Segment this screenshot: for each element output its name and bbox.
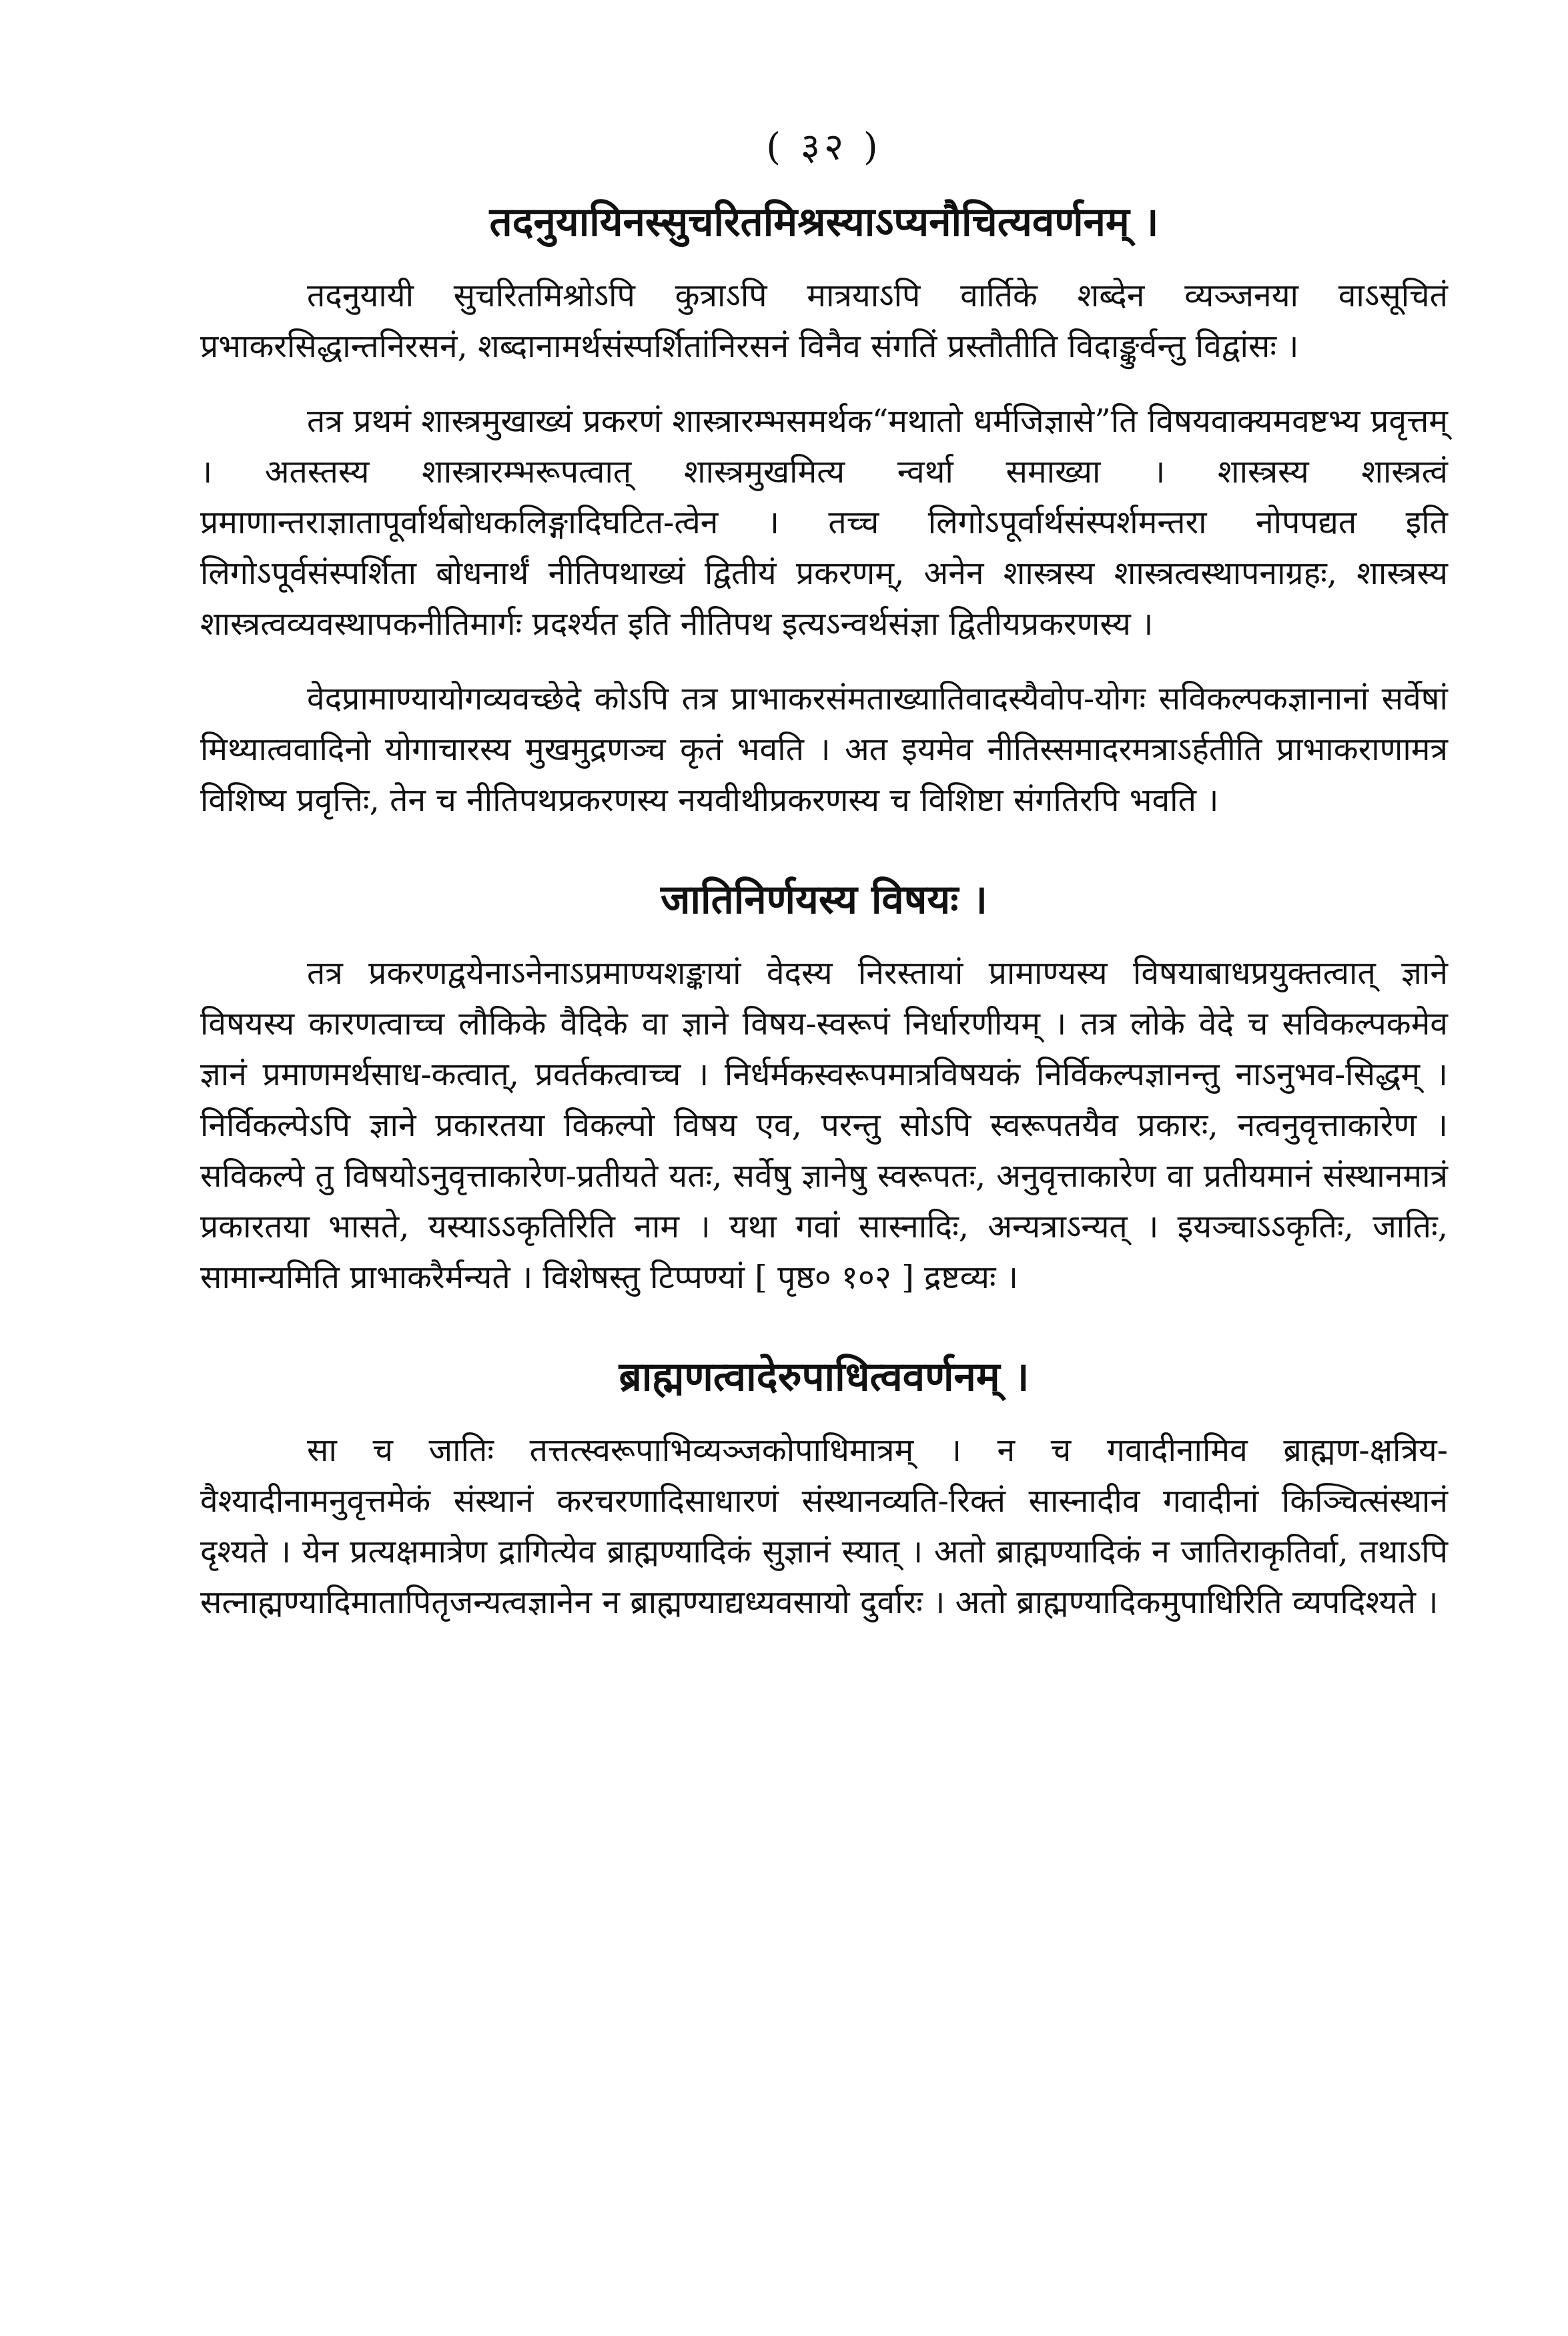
- section-3: [200, 1352, 1448, 1628]
- paragraph: सा च जातिः तत्तत्स्वरूपाभिव्यञ्जकोपाधिमात्रम् । न च गवादीनामिव ब्राह्मण-क्षत्रिय-वैश्यादीनामनुवृत्तमेकं संस्थानं करचरणादिसाधारणं संस्थानव्यति-रिक्तं सास्नादीव गवादीनां किञ्चित्संस्थानं दृश्यते । येन प्रत्यक्षमात्रेण द्रागित्येव ब्राह्मण्यादिकं सुज्ञानं स्यात् । अतो ब्राह्मण्यादिकं न जातिराकृतिर्वा, तथाऽपि सत्नाह्मण्यादिमातापितृजन्यत्वज्ञानेन न ब्राह्मण्याद्यध्यवसायो दुर्वारः । अतो ब्राह्मण्यादिकमुपाधिरिति व्यपदिश्यते ।: [200, 1432, 1448, 1621]
- page-number: ( ३२ ): [766, 125, 882, 169]
- section-2: [200, 875, 1448, 1303]
- section-heading: ब्राह्मणत्वादेरुपाधित्ववर्णनम् ।: [619, 1354, 1030, 1400]
- section-heading: तदनुयायिनस्सुचरितमिश्रस्याऽप्यनौचित्यवर्णनम् ।: [489, 199, 1159, 246]
- paragraph: वेदप्रामाण्यायोगव्यवच्छेदे कोऽपि तत्र प्राभाकरसंमताख्यातिवादस्यैवोप-योगः सविकल्पकज्ञानानां सर्वेषां मिथ्यात्ववादिनो योगाचारस्य मुखमुद्रणञ्च कृतं भवति । अत इयमेव नीतिस्समादरमत्राऽर्हतीति प्राभाकराणामत्र विशिष्य प्रवृत्तिः, तेन च नीतिपथप्रकरणस्य नयवीथीप्रकरणस्य च विशिष्टा संगतिरपि भवति ।: [200, 680, 1448, 819]
- section-heading: जातिनिर्णयस्य विषयः ।: [661, 876, 988, 923]
- paragraph: तत्र प्रथमं शास्त्रमुखाख्यं प्रकरणं शास्त्रारम्भसमर्थक“मथातो धर्मजिज्ञासे”ति विषयवाक्यमवष्टभ्य प्रवृत्तम् । अतस्तस्य शास्त्रारम्भरूपत्वात् शास्त्रमुखमित्य न्वर्था समाख्या । शास्त्रस्य शास्त्रत्वं प्रमाणान्तराज्ञातापूर्वार्थबोधकलिङ्गादिघटित-त्वेन । तच्च लिगोऽपूर्वार्थसंस्पर्शमन्तरा नोपपद्यत इति लिगोऽपूर्वसंस्पर्शिता बोधनार्थं नीतिपथाख्यं द्वितीयं प्रकरणम्, अनेन शास्त्रस्य शास्त्रत्वस्थापनाग्रहः, शास्त्रस्य शास्त्रत्वव्यवस्थापकनीतिमार्गः प्रदर्श्यत इति नीतिपथ इत्यऽन्वर्थसंज्ञा द्वितीयप्रकरणस्य ।: [200, 402, 1448, 643]
- section-1: [200, 198, 1448, 826]
- paragraph: तत्र प्रकरणद्वयेनाऽनेनाऽप्रमाण्यशङ्कायां वेदस्य निरस्तायां प्रामाण्यस्य विषयाबाधप्रयुक्तत्वात् ज्ञाने विषयस्य कारणत्वाच्च लौकिके वैदिके वा ज्ञाने विषय-स्वरूपं निर्धारणीयम् । तत्र लोके वेदे च सविकल्पकमेव ज्ञानं प्रमाणमर्थसाध-कत्वात्, प्रवर्तकत्वाच्च । निर्धर्मकस्वरूपमात्रविषयकं निर्विकल्पज्ञानन्तु नाऽनुभव-सिद्धम् । निर्विकल्पेऽपि ज्ञाने प्रकारतया विकल्पो विषय एव, परन्तु सोऽपि स्वरूपतयैव प्रकारः, नत्वनुवृत्ताकारेण । सविकल्पे तु विषयोऽनुवृत्ताकारेण-प्रतीयते यतः, सर्वेषु ज्ञानेषु स्वरूपतः, अनुवृत्ताकारेण वा प्रतीयमानं संस्थानमात्रं प्रकारतया भासते, यस्याऽऽकृतिरिति नाम । यथा गवां सास्नादिः, अन्यत्राऽन्यत् । इयञ्चाऽऽकृतिः, जातिः, सामान्यमिति प्राभाकरैर्मन्यते । विशेषस्तु टिप्पण्यां [ पृष्ठ० १०२ ] द्रष्टव्यः ।: [200, 954, 1448, 1296]
- paragraph: तदनुयायी सुचरितमिश्रोऽपि कुत्राऽपि मात्रयाऽपि वार्तिके शब्देन व्यञ्जनया वाऽसूचितं प्रभाकरसिद्धान्तनिरसनं, शब्दानामर्थसंस्पर्शितांनिरसनं विनैव संगतिं प्रस्तौतीति विदाङ्कुर्वन्तु विद्वांसः ।: [200, 277, 1448, 365]
